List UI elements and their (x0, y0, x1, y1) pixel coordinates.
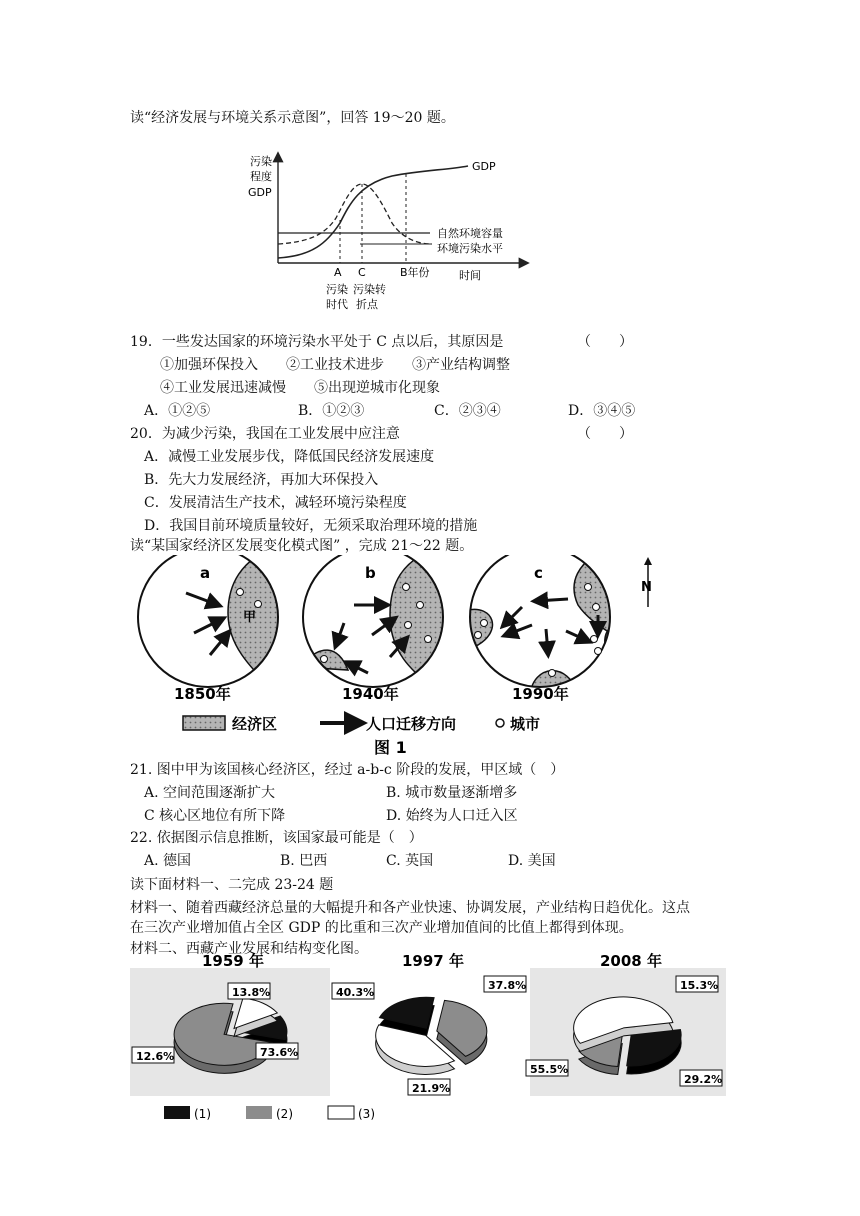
svg-text:37.8%: 37.8% (488, 979, 527, 992)
year-a: 1850年 (174, 685, 231, 703)
material2-text: 材料二、西藏产业发展和结构变化图。 (130, 941, 368, 957)
q20-choice-c: C．发展清洁生产技术，减轻环境污染程度 (144, 495, 407, 511)
pollution-label: 环境污染水平 (437, 242, 503, 255)
q19-choice-a: A．①②⑤ (144, 403, 211, 419)
q19-options-line2: ④工业发展迅速减慢 ⑤出现逆城市化现象 (160, 380, 440, 396)
legend-city-icon (496, 719, 504, 727)
q20-choice-d: D．我国目前环境质量较好，无须采取治理环境的措施 (144, 518, 478, 534)
legend-swatch-2 (246, 1106, 272, 1119)
year-b: 1940年 (342, 685, 399, 703)
q19-paren: （ ） (577, 334, 633, 350)
figure-caption: 图 1 (374, 738, 407, 757)
label-c: C (358, 266, 366, 279)
intro-text: 读“经济发展与环境关系示意图”，回答 19～20 题。 (130, 110, 455, 126)
label-b-year: B年份 (400, 266, 430, 279)
y-label-3: GDP (248, 186, 272, 199)
intro-text-2: 读“某国家经济区发展变化模式图” ，完成 21～22 题。 (130, 538, 474, 554)
q20-stem: 20．为减少污染，我国在工业发展中应注意 (130, 426, 400, 442)
svg-text:13.8%: 13.8% (232, 986, 271, 999)
legend-arrow-label: 人口迁移方向 (366, 715, 457, 733)
panel-c-label: c (534, 564, 543, 582)
panel-b (300, 555, 443, 695)
q20-choice-a: A．减慢工业发展步伐，降低国民经济发展速度 (144, 449, 435, 465)
legend-label-1: (1) (194, 1107, 211, 1121)
pie-label-1959-2 (256, 1043, 298, 1059)
q21-choice-a: A. 空间范围逐渐扩大 (144, 785, 276, 801)
pie-title-2008: 2008 年 (600, 952, 662, 970)
legend-label-3: (3) (358, 1107, 375, 1121)
panel-b-label: b (365, 564, 376, 582)
q21-stem: 21. 图中甲为该国核心经济区，经过 a-b-c 阶段的发展，甲区域（ ） (130, 762, 565, 778)
svg-text:21.9%: 21.9% (412, 1082, 451, 1095)
svg-text:15.3%: 15.3% (680, 979, 719, 992)
q19-options-line1: ①加强环保投入 ②工业技术进步 ③产业结构调整 (160, 357, 510, 373)
q22-stem: 22. 依据图示信息推断，该国家最可能是（ ） (130, 830, 423, 846)
capacity-label: 自然环境容量 (437, 227, 503, 240)
pie-label-2008-2 (676, 976, 718, 992)
y-label-2: 程度 (250, 170, 272, 183)
q21-choice-b: B. 城市数量逐渐增多 (386, 785, 518, 801)
q20-choice-b: B．先大力发展经济，再加大环保投入 (144, 472, 379, 488)
q22-choice-c: C. 英国 (386, 853, 434, 869)
pie-label-1959-1 (132, 1047, 174, 1063)
north-label: N (641, 580, 652, 595)
panel-a-label: a (200, 564, 211, 582)
q19-choice-c: C．②③④ (434, 403, 501, 419)
pie-label-1997-2 (484, 976, 526, 992)
legend-swatch-1 (164, 1106, 190, 1119)
svg-text:29.2%: 29.2% (684, 1073, 723, 1086)
q19-stem: 19．一些发达国家的环境污染水平处于 C 点以后，其原因是 (130, 334, 504, 350)
pie-title-1959: 1959 年 (202, 952, 264, 970)
label-jia: 甲 (243, 610, 257, 625)
legend-swatch-3 (328, 1106, 354, 1119)
pie-label-2008-1 (680, 1070, 722, 1086)
q21-choice-d: D. 始终为人口迁入区 (386, 808, 518, 824)
pie-label-1997-3 (332, 983, 374, 999)
label-c-desc-2: 折点 (356, 298, 378, 311)
year-c: 1990年 (512, 685, 569, 703)
pie-label-2008-3 (526, 1060, 568, 1076)
legend-city-label: 城市 (510, 715, 541, 733)
intro-text-3: 读下面材料一、二完成 23-24 题 (130, 877, 334, 893)
svg-text:40.3%: 40.3% (336, 986, 375, 999)
industry-structure-pies (130, 946, 730, 1132)
q22-choice-d: D. 美国 (508, 853, 556, 869)
legend-zone-label: 经济区 (232, 715, 278, 733)
env-economy-figure (232, 148, 532, 318)
svg-text:73.6%: 73.6% (260, 1046, 299, 1059)
panel-a (138, 555, 278, 695)
material1-line2: 在三次产业增加值占全区 GDP 的比重和三次产业增加值间的比值上都得到体现。 (130, 920, 633, 936)
label-a-desc-2: 时代 (326, 298, 348, 311)
pie-label-1959-3 (228, 983, 270, 999)
y-label-1: 污染 (250, 155, 272, 168)
label-time: 时间 (459, 269, 481, 282)
label-a: A (334, 266, 342, 279)
pie-title-1997: 1997 年 (402, 952, 464, 970)
q22-choice-a: A. 德国 (144, 853, 192, 869)
label-a-desc-1: 污染 (326, 283, 348, 296)
q20-paren: （ ） (577, 426, 633, 442)
north-arrow-icon (641, 557, 652, 607)
q22-choice-b: B. 巴西 (280, 853, 328, 869)
svg-text:55.5%: 55.5% (530, 1063, 569, 1076)
q19-choice-d: D．③④⑤ (568, 403, 636, 419)
svg-text:12.6%: 12.6% (136, 1050, 175, 1063)
legend-label-2: (2) (276, 1107, 293, 1121)
pie-label-1997-1 (408, 1079, 450, 1095)
pollution-curve (278, 184, 432, 244)
legend-zone-swatch (183, 716, 225, 730)
label-c-desc-1: 污染转 (353, 283, 386, 296)
material1-line1: 材料一、随着西藏经济总量的大幅提升和各产业快速、协调发展，产业结构日趋优化。这点 (130, 900, 690, 916)
q21-choice-c: C 核心区地位有所下降 (144, 808, 286, 824)
region-development-figure (128, 555, 688, 760)
q19-choice-b: B．①②③ (298, 403, 365, 419)
panel-c (464, 555, 618, 695)
gdp-label: GDP (472, 160, 496, 173)
